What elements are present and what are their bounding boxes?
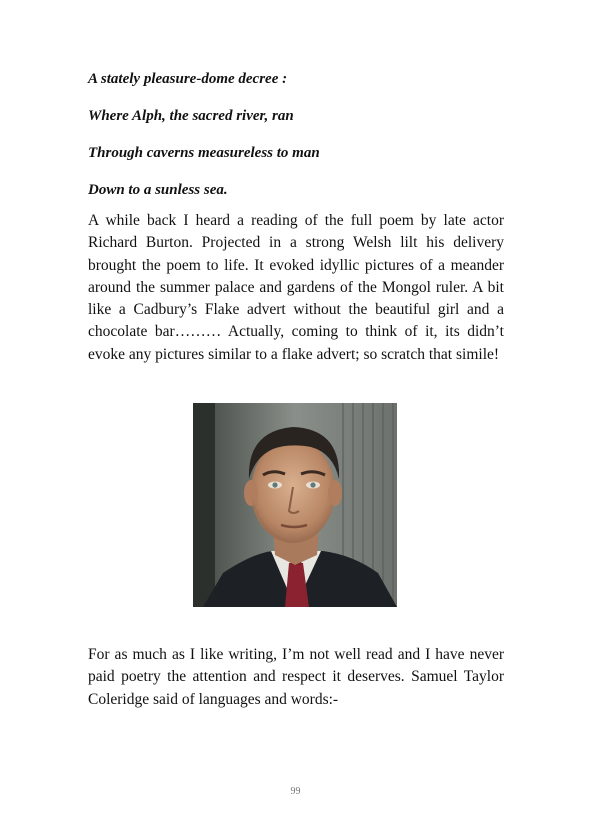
verse-line-3: Through caverns measureless to man (88, 145, 320, 161)
verse-line-2: Where Alph, the sacred river, ran (88, 108, 294, 124)
page-number: 99 (290, 786, 301, 797)
body-paragraph-1: A while back I heard a reading of the full poem by late actor Richard Burton. Projected in a strong Welsh lilt his delivery brought the poem to life. It evoked idyllic pictures of a meander around the summer palace and gardens of the Mongol ruler. A bit like a Cadbury’s Flake advert without the beautiful girl and a chocolate bar……… Actually, coming to think of it, its didn’t evoke any pictures similar to a flake advert; so scratch that simile! (88, 212, 504, 363)
verse-line-1: A stately pleasure-dome decree : (88, 71, 288, 87)
portrait-photo-icon (193, 403, 397, 607)
body-paragraph-2: For as much as I like writing, I’m not well read and I have never paid poetry the attention and respect it deserves. Samuel Taylor Coleridge said of languages and words:- (88, 646, 504, 708)
verse-line-4: Down to a sunless sea. (88, 182, 228, 198)
portrait-photo (193, 403, 397, 607)
